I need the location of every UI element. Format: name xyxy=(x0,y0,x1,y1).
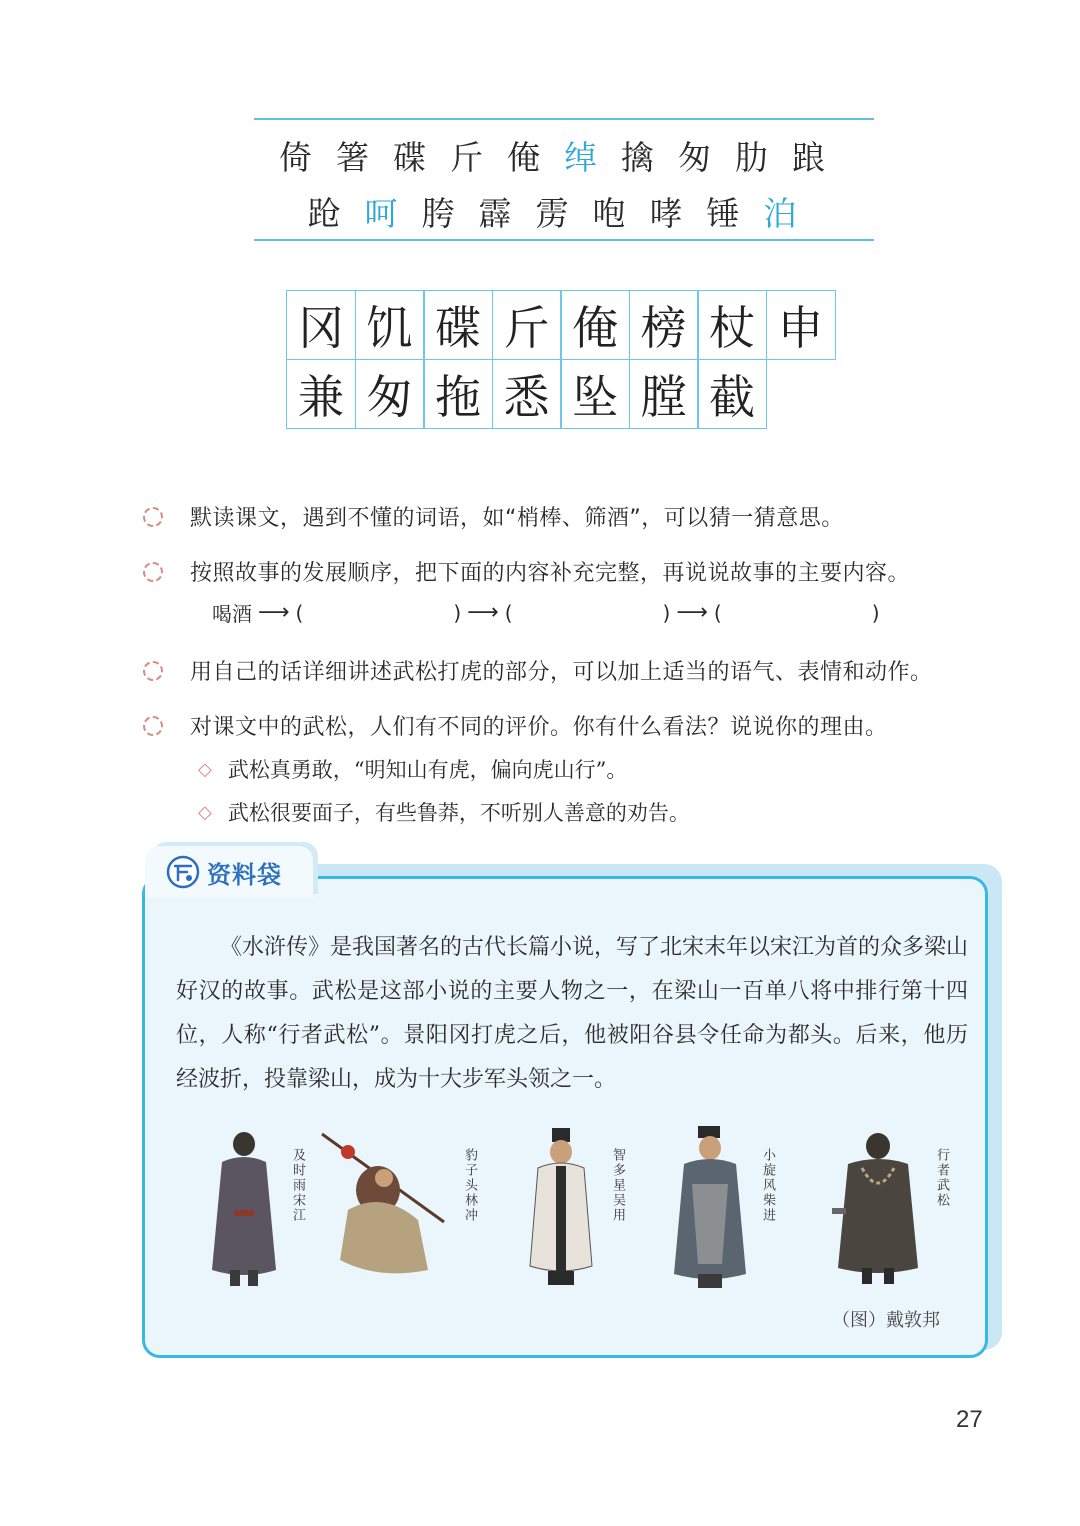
writing-char-cell: 饥 xyxy=(355,290,425,360)
reading-char: 霹 xyxy=(478,194,536,233)
paren-close: ) xyxy=(662,600,671,625)
figure-label-wu-yong: 智多星吴用 xyxy=(610,1148,625,1223)
writing-char-cell: 申 xyxy=(766,290,836,360)
reading-char: 匆 xyxy=(678,138,735,177)
writing-char-cell: 榜 xyxy=(629,290,699,360)
figure-label-song-jiang: 及时雨宋江 xyxy=(290,1148,305,1223)
question-circle-icon xyxy=(140,713,166,739)
arrow-right-icon: ⟶ xyxy=(676,600,708,625)
diamond-bullet-icon: ◇ xyxy=(198,758,212,780)
reading-char: 碟 xyxy=(393,138,450,177)
writing-char-cell: 膛 xyxy=(629,359,699,429)
info-paragraph: 《水浒传》是我国著名的古代长篇小说，写了北宋末年以宋江为首的众多梁山好汉的故事。武松是这部小说的主要人物之一，在梁山一百单八将中排行第十四位，人称“行者武松”。景阳冈打虎之后，他被阳谷县令任命为都头。后来，他历经波折，投靠梁山，成为十大步军头领之一。 xyxy=(176,935,969,1092)
writing-char-cell: 截 xyxy=(697,359,767,429)
sequence-start: 喝酒 xyxy=(212,602,252,626)
info-folder-icon xyxy=(165,854,201,890)
reading-char: 倚 xyxy=(279,138,336,177)
paren-open: ( xyxy=(713,600,722,625)
paren-close: ) xyxy=(453,600,462,625)
question-1: 默读课文，遇到不懂的词语，如“梢棒、筛酒”，可以猜一猜意思。 xyxy=(140,501,844,532)
paren-open: ( xyxy=(295,600,304,625)
top-rule xyxy=(254,118,874,120)
writing-grid-row-2 xyxy=(286,359,766,429)
arrow-right-icon: ⟶ xyxy=(467,600,499,625)
reading-char: 踉 xyxy=(792,138,849,177)
reading-char: 跄 xyxy=(307,194,365,233)
question-4: 对课文中的武松，人们有不同的评价。你有什么看法？说说你的理由。 xyxy=(140,710,888,741)
page-number: 27 xyxy=(956,1406,983,1433)
writing-grid-row-1 xyxy=(286,290,834,360)
writing-char-cell: 坠 xyxy=(560,359,630,429)
writing-char-cell: 拖 xyxy=(423,359,493,429)
reading-char: 泊 xyxy=(763,194,821,233)
figure-wu-song xyxy=(832,1128,924,1292)
illustration-credit: （图）戴敦邦 xyxy=(832,1310,940,1331)
figure-song-jiang xyxy=(204,1130,284,1294)
arrow-right-icon: ⟶ xyxy=(258,600,290,625)
opinion-2: ◇ 武松很要面子，有些鲁莽，不听别人善意的劝告。 xyxy=(198,801,690,825)
opinion-1: ◇ 武松真勇敢，“明知山有虎，偏向虎山行”。 xyxy=(198,758,628,782)
reading-char: 雳 xyxy=(535,194,593,233)
paren-open: ( xyxy=(504,600,513,625)
reading-char: 擒 xyxy=(621,138,678,177)
reading-char: 呵 xyxy=(364,194,422,233)
writing-char-cell: 俺 xyxy=(560,290,630,360)
writing-char-cell: 碟 xyxy=(423,290,493,360)
question-2: 按照故事的发展顺序，把下面的内容补充完整，再说说故事的主要内容。 xyxy=(140,556,910,587)
writing-char-cell: 斤 xyxy=(492,290,562,360)
reading-char: 哮 xyxy=(649,194,707,233)
reading-char: 箸 xyxy=(336,138,393,177)
question-circle-icon xyxy=(140,559,166,585)
reading-char: 俺 xyxy=(507,138,564,177)
writing-char-cell: 匆 xyxy=(355,359,425,429)
figure-lin-chong xyxy=(318,1130,448,1284)
info-tab: 资料袋 xyxy=(145,846,313,898)
figure-label-wu-song: 行者武松 xyxy=(934,1148,949,1208)
reading-char: 咆 xyxy=(592,194,650,233)
paren-close: ) xyxy=(871,600,880,625)
reading-char: 胯 xyxy=(421,194,479,233)
bottom-rule xyxy=(254,239,874,241)
figure-wu-yong xyxy=(526,1126,596,1295)
reading-char: 斤 xyxy=(450,138,507,177)
question-3: 用自己的话详细讲述武松打虎的部分，可以加上适当的语气、表情和动作。 xyxy=(140,655,933,686)
writing-char-cell: 冈 xyxy=(286,290,356,360)
reading-chars-line-2 xyxy=(254,188,874,235)
writing-char-cell: 悉 xyxy=(492,359,562,429)
sequence-fill-in xyxy=(212,598,880,627)
reading-char: 肋 xyxy=(735,138,792,177)
figure-chai-jin xyxy=(670,1124,750,1296)
question-circle-icon xyxy=(140,658,166,684)
question-circle-icon xyxy=(140,504,166,530)
figure-label-chai-jin: 小旋风柴进 xyxy=(760,1148,775,1223)
writing-char-cell: 杖 xyxy=(697,290,767,360)
writing-char-cell: 兼 xyxy=(286,359,356,429)
reading-chars-line-1 xyxy=(254,132,874,179)
figure-label-lin-chong: 豹子头林冲 xyxy=(462,1148,477,1223)
diamond-bullet-icon: ◇ xyxy=(198,801,212,823)
reading-char: 锤 xyxy=(706,194,764,233)
reading-char: 绰 xyxy=(564,138,621,177)
